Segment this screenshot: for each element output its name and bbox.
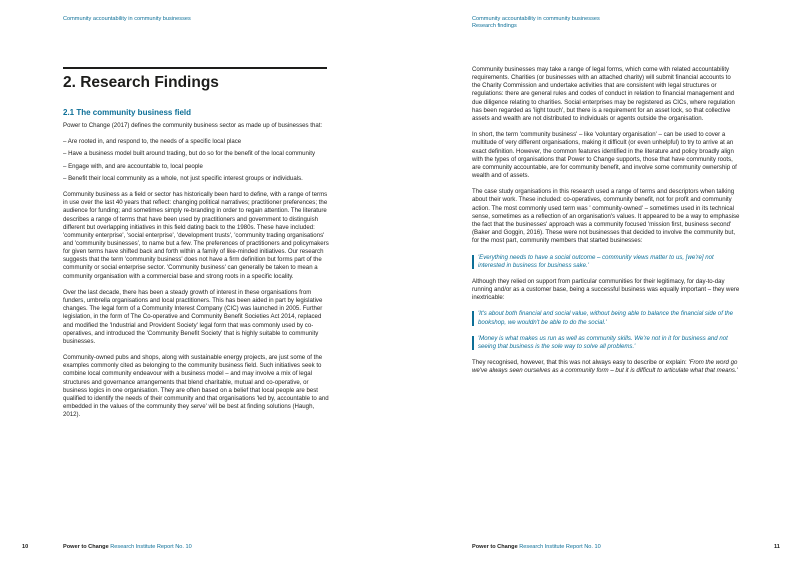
body-paragraph: Community businesses may take a range of legal forms, which come with related accountability requirements. Charities (or businesses with an attached charity) will submit financial accounts to the Charity Commission and undertake activities that are consistent with legal structures or regulations: there are general rules and codes of conduct in relation to financial management and due diligence relating to charities. Social enterprises may be registered as CICs, where regulation has been regarded as 'light touch', but there is a requirement for an asset lock, so that collective assets and wealth are not distributed to individuals or agents outside the organisation. — [472, 66, 735, 122]
body-paragraph: The case study organisations in this research used a range of terms and descriptors when talking about their work. These included: co-operatives, community benefit, not for profit and community action. The most commonly used term was ' community-owned' – sometimes used in its technical sense, sometimes as a reflection of an organisation's values. It appeared to be a way to emphasise the fact that the businesses' approach was a community focused 'mission first, business second' (Baker and Goggin, 2016). These were not businesses that decided to involve the community but, for the most part, community members that started businesses: — [472, 188, 740, 245]
intro-paragraph: Power to Change (2017) defines the community business sector as made up of businesses that: — [63, 122, 323, 129]
pull-quote — [472, 335, 740, 351]
right-page — [400, 0, 800, 566]
footer-right — [472, 544, 601, 551]
quote-text: 'Money is what makes us run as well as community skills. We're not in it for business and not seeing that business is the sole way to solve all problems.' — [478, 334, 728, 350]
running-head-right — [472, 16, 600, 30]
body-paragraph: In short, the term 'community business' – like 'voluntary organisation' – can be used to cover a multitude of very different organisations, making it difficult (or even unhelpful) to try to arrive at an exact definition. However, the common features identified in the literature and policy broadly align with the types of organisations that Power to Change supports, those that have community roots, are community accountable, are for community benefit, and involve some community ownership of wealth and of assets. — [472, 131, 737, 180]
title-rule — [63, 67, 327, 69]
bullet-item: – Have a business model built around trading, but do so for the benefit of the local community — [63, 150, 316, 158]
pull-quote — [472, 254, 740, 270]
body-paragraph: Over the last decade, there has been a steady growth of interest in these organisations from funders, umbrella organisations and local practitioners. This has been aided in part by legislative changes. The legal form of a Community Interest Company (CIC) was launched in 2005. Further legislation, in the form of The Co-operative and Community Benefit Societies Act 2014, replaced and modified the 'Industrial and Provident Society' legal form that was commonly used by co-operatives, and introduced the 'Community Benefit Society' that is highly suitable to community businesses. — [63, 288, 323, 345]
left-column — [63, 122, 331, 428]
quote-bar — [472, 336, 474, 350]
closing-text: They recognised, however, that this was not always easy to describe or explain: — [472, 359, 687, 367]
body-paragraph — [472, 359, 740, 375]
body-paragraph: Community business as a field or sector has historically been hard to define, with a range of terms in use over the last 40 years that reflect: changing political narratives; practitioner preferences; the audience for funding; and sometimes simply re-branding in order to regain attention. The literature describes a range of terms that have been used by practitioners and government to distinguish different but overlapping initiatives in this field dating back to the 1980s. These have included: 'community enterprise', 'social enterprise', 'development trusts', 'community trading organisations' and 'community businesses', to name but a few. The preferences of practitioners and policymakers for given terms have shifted back and forth within a family of like-minded initiatives. Our research suggests that the term 'community business' does not have a firm definition but forms part of the community or social enterprise sector. 'Community business' can generally be taken to mean a community organisation with a commercial base and strong roots in a specific locality. — [63, 191, 329, 280]
bullet-item: – Engage with, and are accountable to, local people — [63, 162, 203, 170]
page-number-left: 10 — [22, 544, 29, 550]
quote-bar — [472, 255, 474, 269]
footer-brand: Power to Change — [63, 544, 109, 550]
quote-text: 'It's about both financial and social value, without being able to balance the financial side of the bookshop, we wouldn't be able to do the social.' — [478, 310, 734, 326]
page-number-right: 11 — [774, 544, 780, 550]
quote-bar — [472, 311, 474, 325]
footer-brand: Power to Change — [472, 544, 518, 550]
pull-quote — [472, 310, 740, 326]
body-paragraph: Community-owned pubs and shops, along with sustainable energy projects, are just some of the examples commonly cited as belonging to the community business field. Such initiatives seek to combine local community endeavour with a business model – and may involve a mix of legal structures and governance arrangements that blend charitable, mutual and co-operative, or business logics in one organisation. They are often based on a belief that local people are best qualified to identify the needs of their community and that organisations 'led by, accountable to and embedded in the values of the community they serve' will be best at finding solutions (Haugh, 2012). — [63, 354, 329, 419]
page-title: 2. Research Findings — [63, 74, 219, 91]
quote-text: 'Everything needs to have a social outcome – community views matter to us, [we're] not interested in business for business sake.' — [478, 253, 714, 269]
closing-quote: 'From the word go we've always seen ourselves as a community form – but it is difficult to articulate what that means.' — [472, 359, 738, 375]
right-column — [472, 66, 740, 384]
footer-left — [63, 544, 192, 551]
footer-report: Research Institute Report No. 10 — [517, 544, 601, 550]
running-head-left: Community accountability in community businesses — [63, 16, 191, 22]
footer-report: Research Institute Report No. 10 — [108, 544, 192, 550]
body-paragraph: Although they relied on support from particular communities for their legitimacy, for day-to-day running and/or as a customer base, being a successful business was equally important – they were inextricable: — [472, 277, 740, 302]
running-head-title: Community accountability in community businesses — [472, 16, 600, 22]
section-heading: 2.1 The community business field — [63, 108, 192, 117]
bullet-item: – Are rooted in, and respond to, the needs of a specific local place — [63, 138, 242, 146]
running-head-section: Research findings — [472, 23, 517, 29]
bullet-item: – Benefit their local community as a whole, not just specific interest groups or individuals. — [63, 174, 303, 182]
